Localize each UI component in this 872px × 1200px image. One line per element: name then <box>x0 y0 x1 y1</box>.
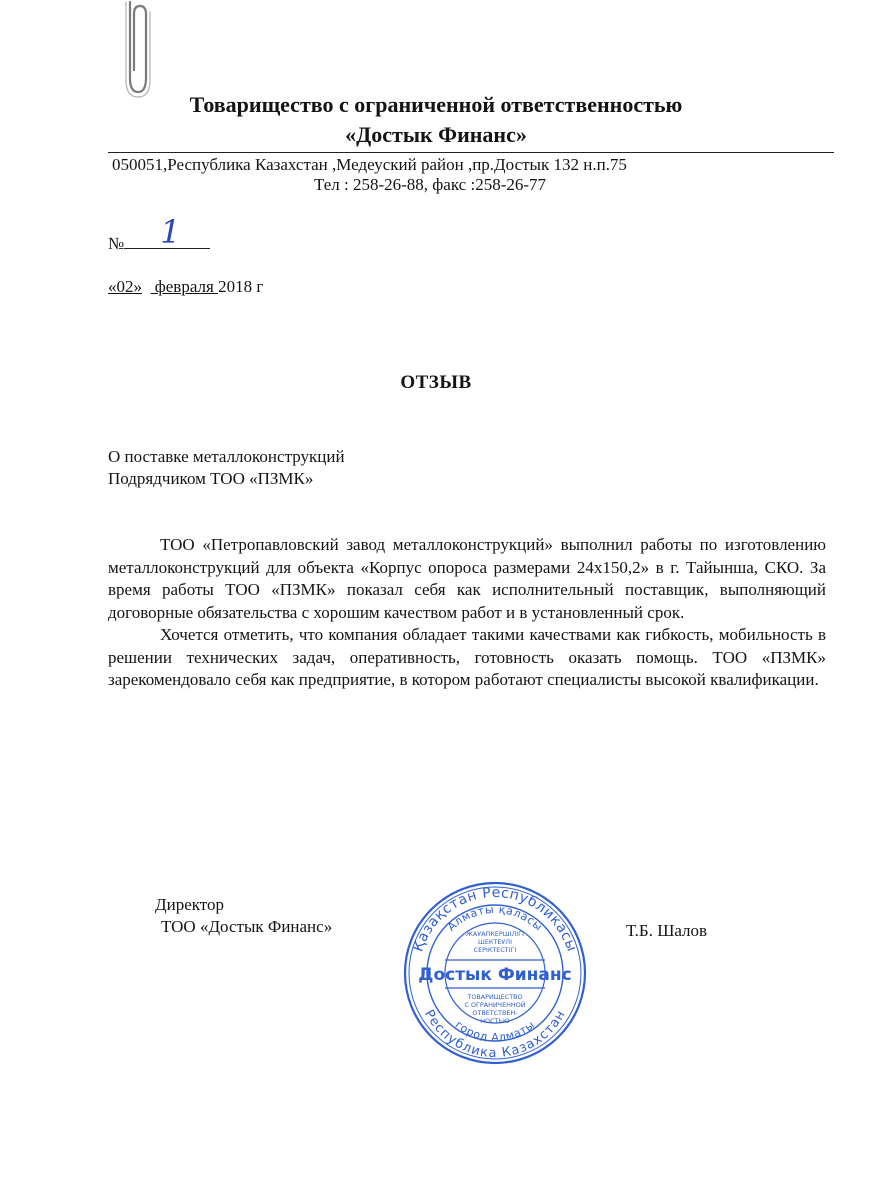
document-subject <box>108 446 345 490</box>
stamp-ru-type-1: ТОВАРИЩЕСТВО <box>467 993 523 1001</box>
date-day: «02» <box>108 277 142 296</box>
subject-line1: О поставке металлоконструкций <box>108 447 345 466</box>
date-month: февраля <box>150 277 219 296</box>
stamp-kz-type-2: ШЕКТЕУЛІ <box>478 938 512 946</box>
document-number-field <box>124 213 210 251</box>
signatory-name: Т.Б. Шалов <box>626 921 708 940</box>
stamp-kz-type-1: ЖАУАПКЕРШІЛІГІ <box>466 930 524 938</box>
date-year: 2018 г <box>218 277 264 296</box>
stamp-ru-type-2: С ОГРАНИЧЕННОЙ <box>464 1001 526 1009</box>
stamp-inner-top-text: Алматы қаласы <box>444 902 546 934</box>
subject-line2: Подрядчиком ТОО «ПЗМК» <box>108 469 314 488</box>
company-name <box>0 90 872 150</box>
company-address: 050051,Республика Казахстан ,Медеуский район ,пр.Достык 132 н.п.75 <box>112 155 627 174</box>
company-phones <box>0 174 872 196</box>
stamp-kz-type-3: СЕРІКТЕСТІГІ <box>473 946 517 954</box>
body-paragraph-2: Хочется отметить, что компания обладает такими качествами как гибкость, мобильность в решении технических задач, оперативность, готовность оказать помощь. ТОО «ПЗМК» зарекомендовало себя как предприятие, в котором работают специалисты высокой квалификации. <box>108 625 826 689</box>
document-number-value: 1 <box>160 213 181 251</box>
document-date <box>108 276 263 298</box>
stamp-ru-type-4: НОСТЬЮ <box>480 1017 510 1025</box>
stamp-ru-type-3: ОТВЕТСТВЕН- <box>472 1009 518 1017</box>
document-title: ОТЗЫВ <box>400 372 472 393</box>
stamp-outer-top-text: Қазақстан Республикасы <box>410 884 580 954</box>
signatory-position <box>155 894 332 938</box>
company-stamp <box>402 880 588 1066</box>
signatory-position-line2: ТОО «Достык Финанс» <box>161 917 333 936</box>
header-divider <box>108 152 834 153</box>
document-number <box>108 213 218 255</box>
document-body <box>108 534 826 692</box>
stamp-outer-bottom-text: Республика Казахстан <box>421 1007 569 1062</box>
stamp-center-name: Достык Финанс <box>418 965 572 985</box>
stamp-inner-bottom-text: город Алматы <box>452 1018 538 1045</box>
company-name-line2: «Достык Финанс» <box>345 122 527 147</box>
body-paragraph-1: ТОО «Петропавловский завод металлоконструкций» выполнил работы по изготовлению металлоконструкций для объекта «Корпус опороса размерами 24х150,2» в г. Тайынша, СКО. За время работы ТОО «ПЗМК» показал себя как исполнительный поставщик, выполняющий договорные обязательства с хорошим качеством работ и в установленный срок. <box>108 535 826 622</box>
signatory-position-line1: Директор <box>155 895 224 914</box>
paper-clip-icon <box>108 0 158 100</box>
company-name-line1: Товарищество с ограниченной ответственностью <box>189 92 683 117</box>
company-phones-text: Тел : 258-26-88, факс :258-26-77 <box>313 175 547 194</box>
document-number-label: № <box>108 234 125 253</box>
